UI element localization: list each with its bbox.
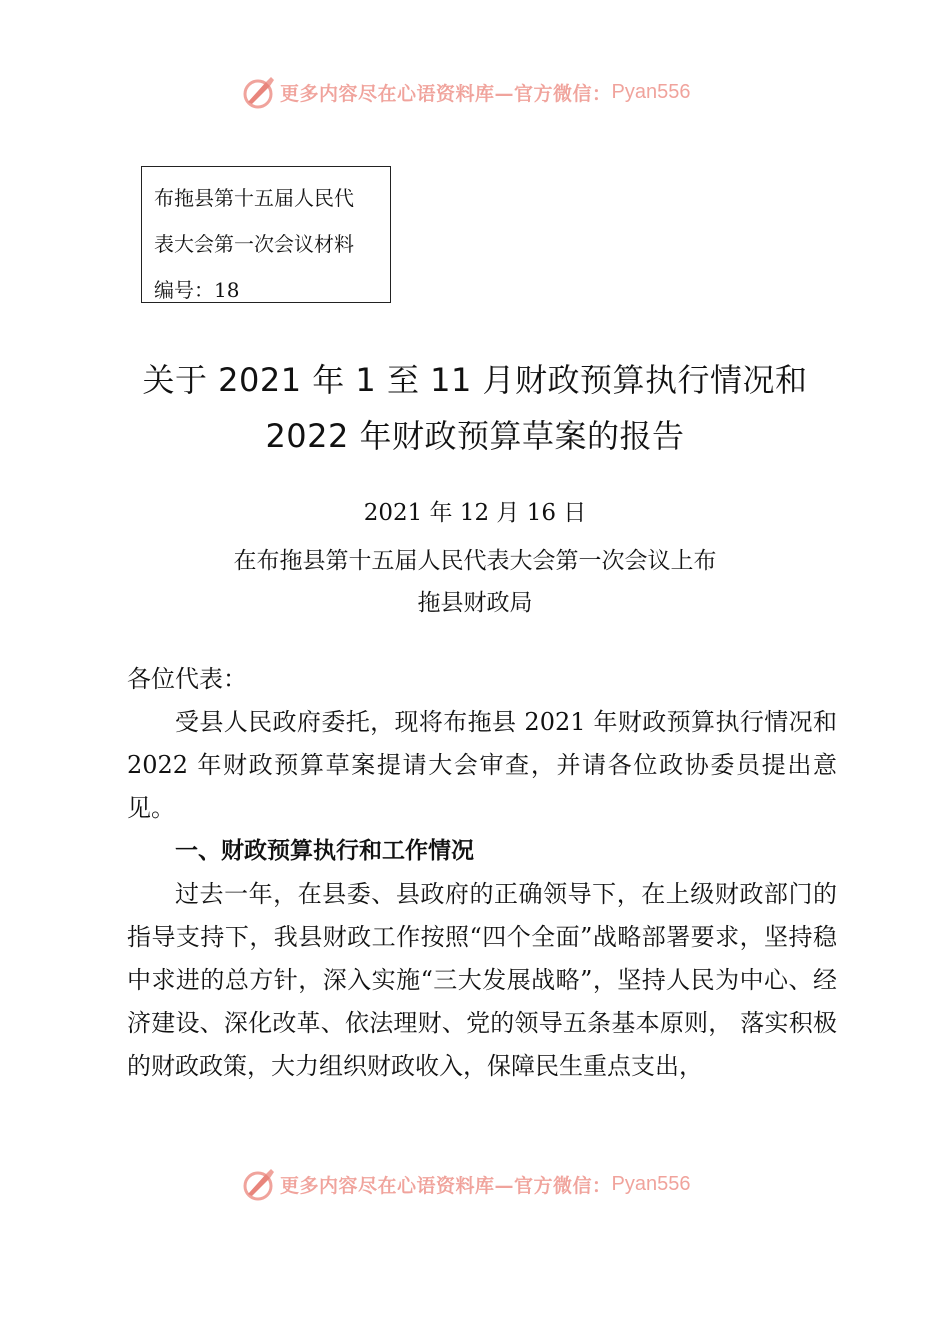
watermark-account: Pyan556	[611, 80, 691, 103]
title-line-2: 2022 年财政预算草案的报告	[265, 417, 685, 455]
watermark-footer	[240, 1164, 760, 1204]
byline-line-1: 在布拖县第十五届人民代表大会第一次会议上布	[233, 548, 717, 574]
paragraph: 受县人民政府委托，现将布拖县 2021 年财政预算执行情况和 2022 年财政预算草案提请大会审查，并请各位政协委员提出意见。	[127, 708, 837, 822]
watermark-logo-icon	[240, 74, 276, 110]
watermark-text: 更多内容尽在心语资料库—官方微信：	[280, 1174, 612, 1197]
title-line-1: 关于 2021 年 1 至 11 月财政预算执行情况和	[142, 361, 808, 399]
report-date: 2021 年 12 月 16 日	[363, 500, 587, 526]
watermark-text: 更多内容尽在心语资料库—官方微信：	[280, 82, 612, 105]
watermark-header	[240, 72, 760, 112]
document-meta-box	[141, 166, 391, 303]
page-title	[60, 352, 890, 464]
meta-line: 布拖县第十五届人民代	[154, 186, 354, 210]
report-byline	[60, 540, 890, 624]
section-heading: 一、财政预算执行和工作情况	[175, 838, 474, 864]
meta-number: 编号：18	[154, 278, 240, 302]
paragraph: 过去一年，在县委、县政府的正确领导下，在上级财政部门的指导支持下，我县财政工作按照“四个全面”战略部署要求，坚持稳中求进的总方针，深入实施“三大发展战略”，坚持人民为中心、经济建设、深化改革、依法理财、党的领导五条基本原则， 落实积极的财政政策，大力组织财政收入，保障民生重点支出，	[127, 880, 837, 1080]
report-body	[127, 658, 837, 1088]
byline-line-2: 拖县财政局	[417, 590, 533, 616]
watermark-account: Pyan556	[611, 1172, 691, 1195]
salutation: 各位代表：	[127, 665, 247, 693]
watermark-logo-icon	[240, 1166, 276, 1202]
meta-line: 表大会第一次会议材料	[154, 232, 354, 256]
